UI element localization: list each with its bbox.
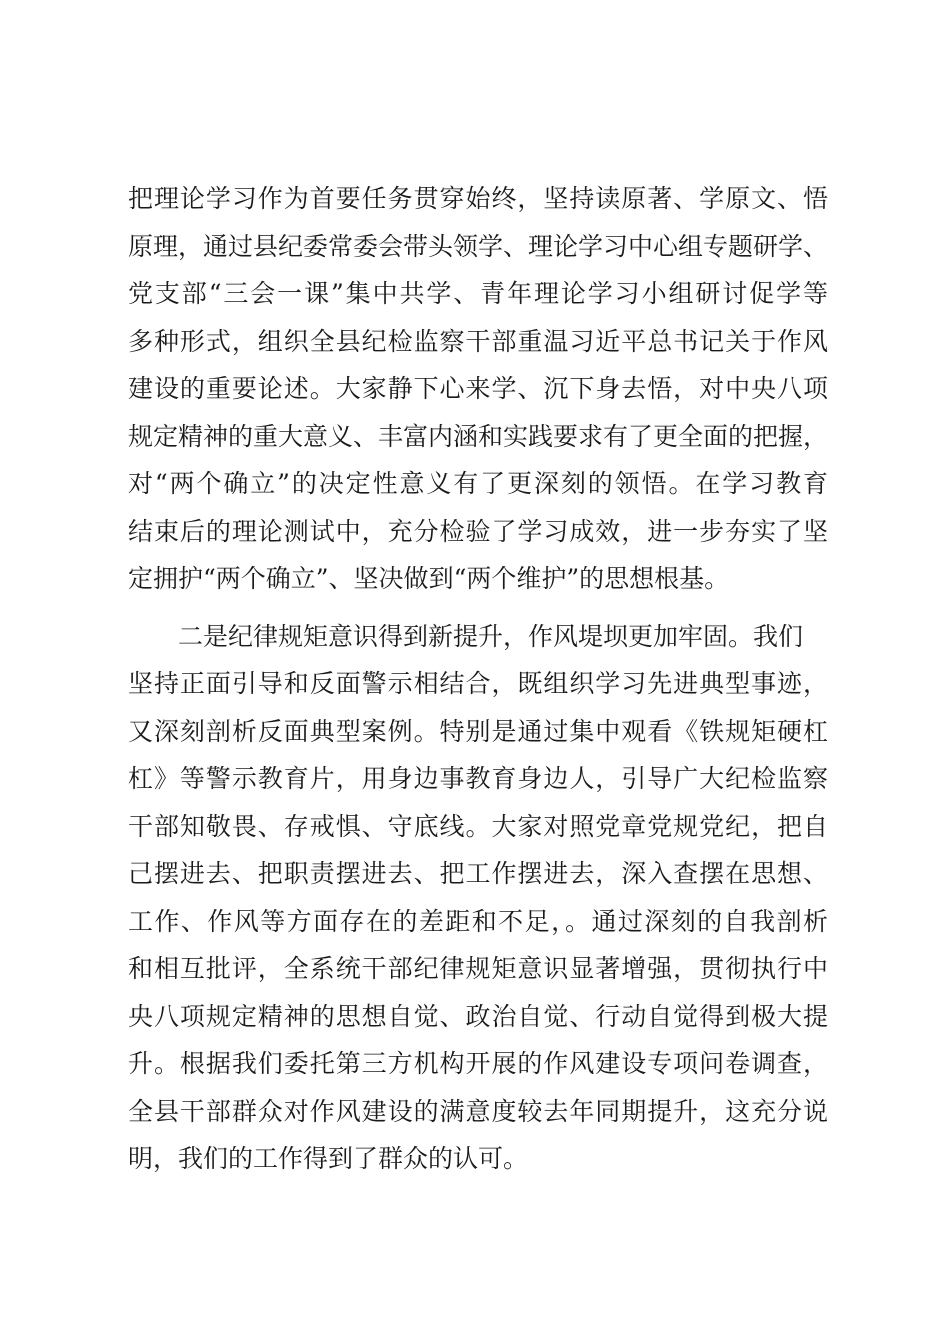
text-line: 坚持正面引导和反面警示相结合，既组织学习先进典型事迹，: [128, 669, 828, 698]
text-line: 全县干部群众对作风建设的满意度较去年同期提升，这充分说: [128, 1096, 828, 1126]
text-line: 党支部“三会一课”集中共学、青年理论学习小组研讨促学等: [128, 279, 828, 308]
text-line: 规定精神的重大意义、丰富内涵和实践要求有了更全面的把握，: [128, 421, 829, 451]
document-body: [128, 175, 828, 1183]
paragraph-spacer: [128, 603, 828, 613]
text-line: 和相互批评，全系统干部纪律规矩意识显著增强，贯彻执行中: [128, 954, 828, 983]
text-line: 建设的重要论述。大家静下心来学、沉下身去悟，对中央八项: [128, 374, 828, 403]
text-line: 干部知敬畏、存戒惧、守底线。大家对照党章党规党纪，把自: [128, 811, 828, 841]
text-line: 又深刻剖析反面典型案例。特别是通过集中观看《铁规矩硬杠: [128, 716, 828, 746]
text-line: 结束后的理论测试中，充分检验了学习成效，进一步夯实了坚: [128, 516, 828, 546]
text-line: 把理论学习作为首要任务贯穿始终，坚持读原著、学原文、悟: [128, 184, 828, 213]
text-line: 定拥护“两个确立”、坚决做到“两个维护”的思想根基。: [128, 564, 730, 593]
paragraph-2: [128, 613, 828, 1183]
text-line: 对“两个确立”的决定性意义有了更深刻的领悟。在学习教育: [128, 469, 828, 498]
text-line: 工作、作风等方面存在的差距和不足，。通过深刻的自我剖析: [128, 906, 828, 936]
text-line: 多种形式，组织全县纪检监察干部重温习近平总书记关于作风: [128, 326, 828, 356]
paragraph-1: [128, 175, 828, 603]
text-line: 二是纪律规矩意识得到新提升，作风堤坝更加牢固。我们: [128, 621, 804, 651]
text-line: 己摆进去、把职责摆进去、把工作摆进去，深入查摆在思想、: [128, 859, 828, 888]
text-line: 杠》等警示教育片，用身边事教育身边人，引导广大纪检监察: [128, 764, 828, 793]
text-line: 央八项规定精神的思想自觉、政治自觉、行动自觉得到极大提: [128, 1001, 828, 1031]
text-line: 明，我们的工作得到了群众的认可。: [128, 1144, 529, 1173]
text-line: 原理，通过县纪委常委会带头领学、理论学习中心组专题研学、: [128, 231, 829, 261]
text-line: 升。根据我们委托第三方机构开展的作风建设专项问卷调查，: [128, 1049, 828, 1078]
